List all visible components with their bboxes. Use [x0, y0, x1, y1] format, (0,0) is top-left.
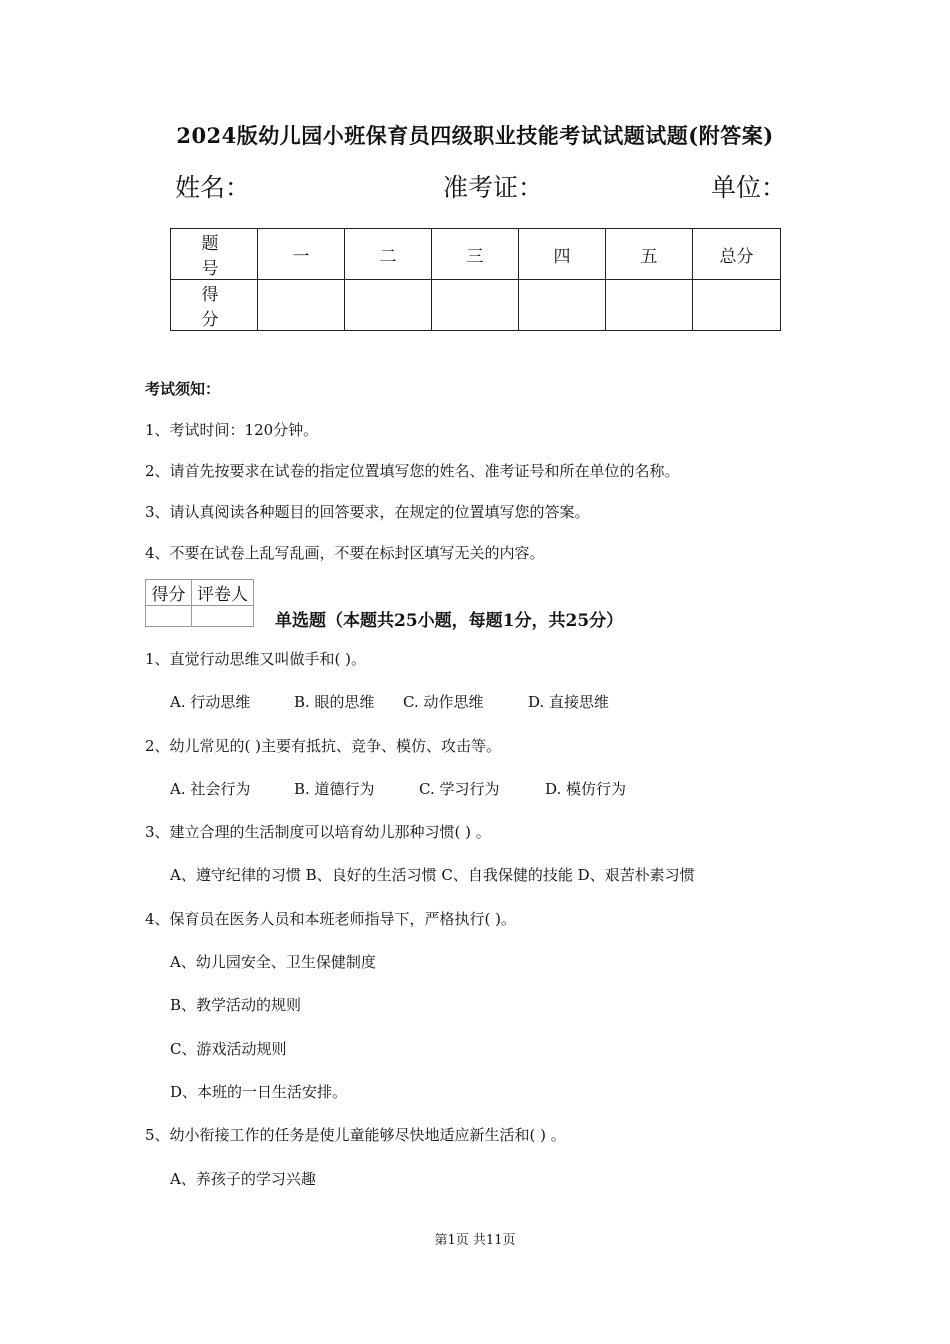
instruction-item: 4、不要在试卷上乱写乱画，不要在标封区填写无关的内容。	[145, 544, 545, 562]
instructions-title: 考试须知：	[145, 380, 221, 398]
option-a[interactable]: A. 社会行为	[170, 780, 251, 798]
grader-score-cell[interactable]	[146, 606, 192, 627]
section-1-header: 一	[258, 229, 345, 280]
section-2-header: 二	[345, 229, 432, 280]
name-field-label: 姓名：	[175, 173, 251, 202]
grader-score-label: 得分	[146, 580, 192, 606]
score-label: 得 分	[171, 280, 258, 331]
option-b[interactable]: B. 道德行为	[294, 780, 375, 798]
option-c[interactable]: C、游戏活动规则	[170, 1040, 287, 1058]
question-3: 3、建立合理的生活制度可以培育幼儿那种习惯( ) 。	[145, 823, 491, 841]
score-table	[170, 228, 781, 331]
grader-reviewer-cell[interactable]	[192, 606, 254, 627]
option-a[interactable]: A、养孩子的学习兴趣	[170, 1170, 316, 1188]
option-d[interactable]: D. 模仿行为	[545, 780, 627, 798]
question-3-options[interactable]: A、遵守纪律的习惯 B、良好的生活习惯 C、自我保健的技能 D、艰苦朴素习惯	[170, 866, 695, 884]
total-header: 总分	[693, 229, 781, 280]
option-a[interactable]: A、幼儿园安全、卫生保健制度	[170, 953, 376, 971]
section-1-score-cell[interactable]	[258, 280, 345, 331]
document-title: 2024版幼儿园小班保育员四级职业技能考试试题试题(附答案)	[176, 123, 774, 148]
section-4-score-cell[interactable]	[519, 280, 606, 331]
instruction-item: 2、请首先按要求在试卷的指定位置填写您的姓名、准考证号和所在单位的名称。	[145, 462, 680, 480]
section-5-header: 五	[606, 229, 693, 280]
section-3-header: 三	[432, 229, 519, 280]
option-c[interactable]: C. 动作思维	[403, 693, 484, 711]
section-2-score-cell[interactable]	[345, 280, 432, 331]
unit-field-label: 单位：	[711, 173, 787, 202]
question-number-label: 题 号	[171, 229, 258, 280]
section-3-score-cell[interactable]	[432, 280, 519, 331]
question-4: 4、保育员在医务人员和本班老师指导下，严格执行( )。	[145, 910, 517, 928]
option-b[interactable]: B. 眼的思维	[294, 693, 375, 711]
question-2: 2、幼儿常见的( )主要有抵抗、竞争、模仿、攻击等。	[145, 737, 502, 755]
option-d[interactable]: D. 直接思维	[528, 693, 610, 711]
option-a[interactable]: A. 行动思维	[170, 693, 251, 711]
total-score-cell[interactable]	[693, 280, 781, 331]
option-d[interactable]: D、本班的一日生活安排。	[170, 1083, 348, 1101]
section-5-score-cell[interactable]	[606, 280, 693, 331]
grader-reviewer-label: 评卷人	[192, 580, 254, 606]
option-c[interactable]: C. 学习行为	[419, 780, 500, 798]
score-table-score-row	[171, 280, 781, 331]
page-footer: 第1页 共11页	[434, 1233, 516, 1248]
section-4-header: 四	[519, 229, 606, 280]
score-table-header-row	[171, 229, 781, 280]
option-b[interactable]: B、教学活动的规则	[170, 996, 302, 1014]
instruction-item: 1、考试时间：120分钟。	[145, 421, 319, 439]
exam-id-field-label: 准考证：	[443, 173, 544, 202]
instruction-item: 3、请认真阅读各种题目的回答要求，在规定的位置填写您的答案。	[145, 503, 590, 521]
section-title: 单选题（本题共25小题，每题1分，共25分）	[275, 611, 624, 631]
question-1: 1、直觉行动思维又叫做手和( )。	[145, 650, 367, 668]
question-5: 5、幼小衔接工作的任务是使儿童能够尽快地适应新生活和( ) 。	[145, 1126, 566, 1144]
grader-box	[145, 579, 254, 627]
